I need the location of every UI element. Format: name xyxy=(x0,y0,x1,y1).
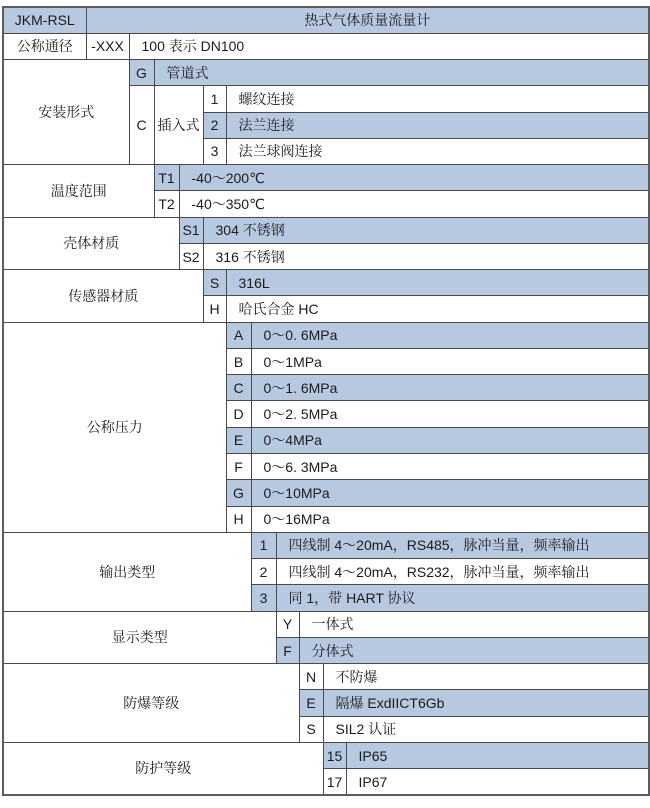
section-label-display: 显示类型 xyxy=(3,611,276,664)
option-desc: 0～10MPa xyxy=(251,480,649,506)
nominal-diameter-row xyxy=(3,33,649,59)
option-code: 1 xyxy=(203,86,226,112)
option-desc: 四线制 4～20mA，RS232，脉冲当量，频率输出 xyxy=(276,559,649,585)
option-desc: 0～16MPa xyxy=(251,506,649,532)
option-desc: 0～4MPa xyxy=(251,427,649,453)
section-label-installation: 安装形式 xyxy=(3,60,129,165)
option-code: E xyxy=(226,427,251,453)
option-code: N xyxy=(299,664,323,690)
option-desc: 0～2. 5MPa xyxy=(251,401,649,427)
output-row xyxy=(3,532,649,558)
option-desc: 0～0. 6MPa xyxy=(251,322,649,348)
option-code: S xyxy=(203,270,226,296)
option-code: 2 xyxy=(251,559,276,585)
option-desc: 法兰球阀连接 xyxy=(226,138,649,164)
option-desc: 哈氏合金 HC xyxy=(226,296,649,322)
section-label-sensor: 传感器材质 xyxy=(3,270,203,323)
option-code: 1 xyxy=(251,532,276,558)
nominal-diameter-desc: 100 表示 DN100 xyxy=(129,33,649,59)
option-code: G xyxy=(129,60,154,86)
option-code: G xyxy=(226,480,251,506)
housing-row xyxy=(3,217,649,243)
option-desc: 同 1，带 HART 协议 xyxy=(276,585,649,611)
option-code: 3 xyxy=(203,138,226,164)
section-label-temperature: 温度范围 xyxy=(3,165,154,218)
section-label-pressure: 公称压力 xyxy=(3,322,226,532)
option-desc: IP65 xyxy=(346,742,649,768)
section-label-housing: 壳体材质 xyxy=(3,217,179,270)
option-desc: 管道式 xyxy=(154,60,649,86)
protection-row xyxy=(3,742,649,768)
option-desc: 304 不锈钢 xyxy=(203,217,649,243)
option-desc: 螺纹连接 xyxy=(226,86,649,112)
option-code: H xyxy=(203,296,226,322)
option-code: B xyxy=(226,348,251,374)
option-code: S xyxy=(299,716,323,742)
option-desc: SIL2 认证 xyxy=(323,716,649,742)
header-row xyxy=(3,7,649,33)
temperature-row xyxy=(3,165,649,191)
model-code: JKM-RSL xyxy=(3,7,86,33)
option-desc: -40～350℃ xyxy=(179,191,649,217)
option-code: T1 xyxy=(154,165,179,191)
option-desc: 316 不锈钢 xyxy=(203,243,649,269)
option-code: S1 xyxy=(179,217,203,243)
option-code: Y xyxy=(276,611,299,637)
sensor-row xyxy=(3,270,649,296)
nominal-diameter-code: -XXX xyxy=(86,33,129,59)
explosion-row xyxy=(3,664,649,690)
option-desc: -40～200℃ xyxy=(179,165,649,191)
display-row xyxy=(3,611,649,637)
section-label-protection: 防护等级 xyxy=(3,742,323,795)
option-code: H xyxy=(226,506,251,532)
section-label-nominal-diameter: 公称通径 xyxy=(3,33,86,59)
option-code: 17 xyxy=(323,769,346,795)
option-desc: 316L xyxy=(226,270,649,296)
option-desc: 0～1MPa xyxy=(251,348,649,374)
option-desc: 四线制 4～20mA，RS485，脉冲当量，频率输出 xyxy=(276,532,649,558)
section-label-output: 输出类型 xyxy=(3,532,251,611)
product-title: 热式气体质量流量计 xyxy=(86,7,649,33)
insertion-code: C xyxy=(129,86,154,165)
option-desc: 不防爆 xyxy=(323,664,649,690)
option-desc: 隔爆 ExdIICT6Gb xyxy=(323,690,649,716)
option-code: E xyxy=(299,690,323,716)
option-code: 2 xyxy=(203,112,226,138)
pressure-row xyxy=(3,322,649,348)
option-desc: 分体式 xyxy=(299,637,649,663)
option-desc: 0～6. 3MPa xyxy=(251,454,649,480)
option-code: F xyxy=(276,637,299,663)
option-code: 3 xyxy=(251,585,276,611)
option-code: C xyxy=(226,375,251,401)
option-desc: 0～1. 6MPa xyxy=(251,375,649,401)
option-code: S2 xyxy=(179,243,203,269)
option-code: D xyxy=(226,401,251,427)
installation-pipeline-row xyxy=(3,60,649,86)
option-code: T2 xyxy=(154,191,179,217)
product-spec-table xyxy=(2,6,650,796)
option-desc: IP67 xyxy=(346,769,649,795)
option-desc: 一体式 xyxy=(299,611,649,637)
insertion-label: 插入式 xyxy=(154,86,203,165)
section-label-explosion: 防爆等级 xyxy=(3,664,299,743)
option-code: F xyxy=(226,454,251,480)
option-code: 15 xyxy=(323,742,346,768)
option-desc: 法兰连接 xyxy=(226,112,649,138)
option-code: A xyxy=(226,322,251,348)
